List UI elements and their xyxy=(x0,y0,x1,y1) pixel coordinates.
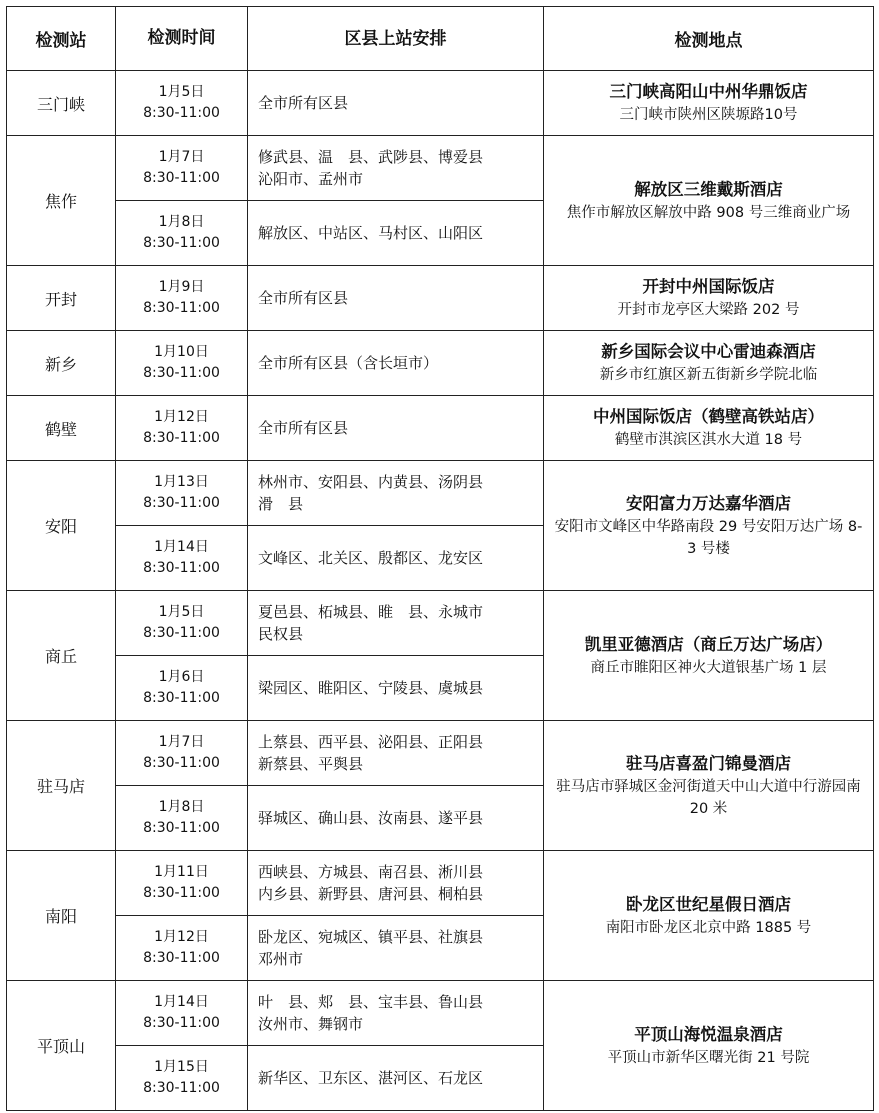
districts-cell xyxy=(248,71,544,136)
districts-cell xyxy=(248,591,544,656)
district-line: 卧龙区、宛城区、镇平县、社旗县 xyxy=(258,928,484,946)
location-address: 商丘市睢阳区神火大道银基广场 1 层 xyxy=(590,659,827,676)
location-name: 卧龙区世纪星假日酒店 xyxy=(626,894,791,914)
location-cell xyxy=(544,851,874,981)
location-address: 焦作市解放区解放中路 908 号三维商业广场 xyxy=(566,204,851,221)
time-cell xyxy=(116,851,248,916)
date-text: 1月14日 xyxy=(154,539,209,555)
location-address: 驻马店市驿城区金河街道天中山大道中行游园南 20 米 xyxy=(556,778,861,817)
time-cell xyxy=(116,721,248,786)
time-text: 8:30-11:00 xyxy=(143,300,220,316)
time-text: 8:30-11:00 xyxy=(143,105,220,121)
district-line: 解放区、中站区、马村区、山阳区 xyxy=(258,224,484,242)
location-name: 平顶山海悦温泉酒店 xyxy=(634,1024,783,1044)
header-row xyxy=(7,7,874,71)
districts-cell xyxy=(248,266,544,331)
districts-cell xyxy=(248,201,544,266)
location-cell xyxy=(544,591,874,721)
time-text: 8:30-11:00 xyxy=(143,755,220,771)
station-cell: 安阳 xyxy=(7,461,116,591)
header-districts: 区县上站安排 xyxy=(248,7,544,71)
date-text: 1月12日 xyxy=(154,409,209,425)
header-location: 检测地点 xyxy=(544,7,874,71)
districts-cell xyxy=(248,461,544,526)
time-cell xyxy=(116,981,248,1046)
time-cell xyxy=(116,331,248,396)
district-line: 梁园区、睢阳区、宁陵县、虞城县 xyxy=(258,679,484,697)
table-row xyxy=(7,71,874,136)
district-line: 汝州市、舞钢市 xyxy=(258,1015,364,1033)
header-time: 检测时间 xyxy=(116,7,248,71)
time-cell xyxy=(116,656,248,721)
station-cell: 平顶山 xyxy=(7,981,116,1111)
time-cell xyxy=(116,136,248,201)
table-row xyxy=(7,591,874,656)
location-name: 开封中州国际饭店 xyxy=(642,277,775,296)
district-line: 上蔡县、西平县、泌阳县、正阳县 xyxy=(258,733,484,751)
location-name: 新乡国际会议中心雷迪森酒店 xyxy=(601,342,816,361)
districts-cell xyxy=(248,396,544,461)
station-cell: 鹤壁 xyxy=(7,396,116,461)
location-address: 安阳市文峰区中华路南段 29 号安阳万达广场 8-3 号楼 xyxy=(554,518,863,557)
time-text: 8:30-11:00 xyxy=(143,365,220,381)
table-row xyxy=(7,266,874,331)
table-row xyxy=(7,461,874,526)
districts-cell xyxy=(248,851,544,916)
station-cell: 焦作 xyxy=(7,136,116,266)
districts-cell xyxy=(248,721,544,786)
station-cell: 三门峡 xyxy=(7,71,116,136)
time-text: 8:30-11:00 xyxy=(143,1080,220,1096)
district-line: 内乡县、新野县、唐河县、桐柏县 xyxy=(258,885,484,903)
district-line: 民权县 xyxy=(258,625,304,643)
time-cell xyxy=(116,461,248,526)
date-text: 1月8日 xyxy=(158,214,205,230)
location-name: 安阳富力万达嘉华酒店 xyxy=(626,493,791,513)
districts-cell xyxy=(248,981,544,1046)
time-text: 8:30-11:00 xyxy=(143,820,220,836)
location-address: 南阳市卧龙区北京中路 1885 号 xyxy=(605,919,812,936)
table-row xyxy=(7,331,874,396)
time-cell xyxy=(116,916,248,981)
schedule-table xyxy=(6,6,874,1111)
districts-cell xyxy=(248,916,544,981)
date-text: 1月14日 xyxy=(154,994,209,1010)
district-line: 滑 县 xyxy=(258,495,304,513)
time-cell xyxy=(116,591,248,656)
location-cell xyxy=(544,721,874,851)
station-cell: 驻马店 xyxy=(7,721,116,851)
time-text: 8:30-11:00 xyxy=(143,430,220,446)
date-text: 1月10日 xyxy=(154,344,209,360)
districts-cell xyxy=(248,786,544,851)
date-text: 1月6日 xyxy=(158,669,205,685)
location-cell xyxy=(544,71,874,136)
district-line: 修武县、温 县、武陟县、博爱县 xyxy=(258,148,484,166)
location-name: 三门峡高阳山中州华鼎饭店 xyxy=(609,82,808,101)
location-cell xyxy=(544,396,874,461)
location-cell xyxy=(544,136,874,266)
header-station: 检测站 xyxy=(7,7,116,71)
table-row xyxy=(7,721,874,786)
districts-cell xyxy=(248,136,544,201)
district-line: 西峡县、方城县、南召县、淅川县 xyxy=(258,863,484,881)
table-row xyxy=(7,136,874,201)
table-row xyxy=(7,981,874,1046)
date-text: 1月7日 xyxy=(158,734,205,750)
date-text: 1月12日 xyxy=(154,929,209,945)
time-cell xyxy=(116,396,248,461)
location-cell xyxy=(544,981,874,1111)
districts-cell xyxy=(248,656,544,721)
time-text: 8:30-11:00 xyxy=(143,625,220,641)
district-line: 全市所有区县 xyxy=(258,419,349,437)
location-name: 驻马店喜盈门锦曼酒店 xyxy=(626,753,791,773)
time-text: 8:30-11:00 xyxy=(143,560,220,576)
location-cell xyxy=(544,461,874,591)
date-text: 1月7日 xyxy=(158,149,205,165)
time-cell xyxy=(116,1046,248,1111)
date-text: 1月13日 xyxy=(154,474,209,490)
location-name: 凯里亚德酒店（商丘万达广场店） xyxy=(584,634,833,654)
table-row xyxy=(7,396,874,461)
district-line: 全市所有区县（含长垣市） xyxy=(258,354,439,372)
district-line: 夏邑县、柘城县、睢 县、永城市 xyxy=(258,603,484,621)
station-cell: 开封 xyxy=(7,266,116,331)
districts-cell xyxy=(248,331,544,396)
district-line: 新华区、卫东区、湛河区、石龙区 xyxy=(258,1069,484,1087)
date-text: 1月5日 xyxy=(158,604,205,620)
date-text: 1月15日 xyxy=(154,1059,209,1075)
location-address: 新乡市红旗区新五街新乡学院北临 xyxy=(599,367,818,383)
time-text: 8:30-11:00 xyxy=(143,885,220,901)
location-address: 三门峡市陕州区陕塬路10号 xyxy=(619,107,798,123)
district-line: 邓州市 xyxy=(258,950,304,968)
time-text: 8:30-11:00 xyxy=(143,1015,220,1031)
time-text: 8:30-11:00 xyxy=(143,235,220,251)
time-cell xyxy=(116,266,248,331)
district-line: 全市所有区县 xyxy=(258,94,349,112)
station-cell: 商丘 xyxy=(7,591,116,721)
station-cell: 南阳 xyxy=(7,851,116,981)
location-cell xyxy=(544,266,874,331)
district-line: 全市所有区县 xyxy=(258,289,349,307)
time-text: 8:30-11:00 xyxy=(143,690,220,706)
date-text: 1月9日 xyxy=(158,279,205,295)
time-cell xyxy=(116,526,248,591)
district-line: 林州市、安阳县、内黄县、汤阴县 xyxy=(258,473,484,491)
time-text: 8:30-11:00 xyxy=(143,950,220,966)
location-address: 平顶山市新华区曙光街 21 号院 xyxy=(607,1049,810,1066)
time-text: 8:30-11:00 xyxy=(143,495,220,511)
date-text: 1月11日 xyxy=(154,864,209,880)
district-line: 叶 县、郏 县、宝丰县、鲁山县 xyxy=(258,993,484,1011)
location-address: 鹤壁市淇滨区淇水大道 18 号 xyxy=(614,432,803,448)
date-text: 1月5日 xyxy=(158,84,205,100)
station-cell: 新乡 xyxy=(7,331,116,396)
time-cell xyxy=(116,201,248,266)
location-name: 中州国际饭店（鹤壁高铁站店） xyxy=(593,407,824,426)
districts-cell xyxy=(248,526,544,591)
time-cell xyxy=(116,786,248,851)
time-text: 8:30-11:00 xyxy=(143,170,220,186)
table-row xyxy=(7,851,874,916)
location-cell xyxy=(544,331,874,396)
district-line: 沁阳市、孟州市 xyxy=(258,170,364,188)
date-text: 1月8日 xyxy=(158,799,205,815)
districts-cell xyxy=(248,1046,544,1111)
district-line: 新蔡县、平舆县 xyxy=(258,755,364,773)
location-address: 开封市龙亭区大梁路 202 号 xyxy=(617,302,800,318)
time-cell xyxy=(116,71,248,136)
location-name: 解放区三维戴斯酒店 xyxy=(634,179,783,199)
district-line: 驿城区、确山县、汝南县、遂平县 xyxy=(258,809,484,827)
district-line: 文峰区、北关区、殷都区、龙安区 xyxy=(258,549,484,567)
